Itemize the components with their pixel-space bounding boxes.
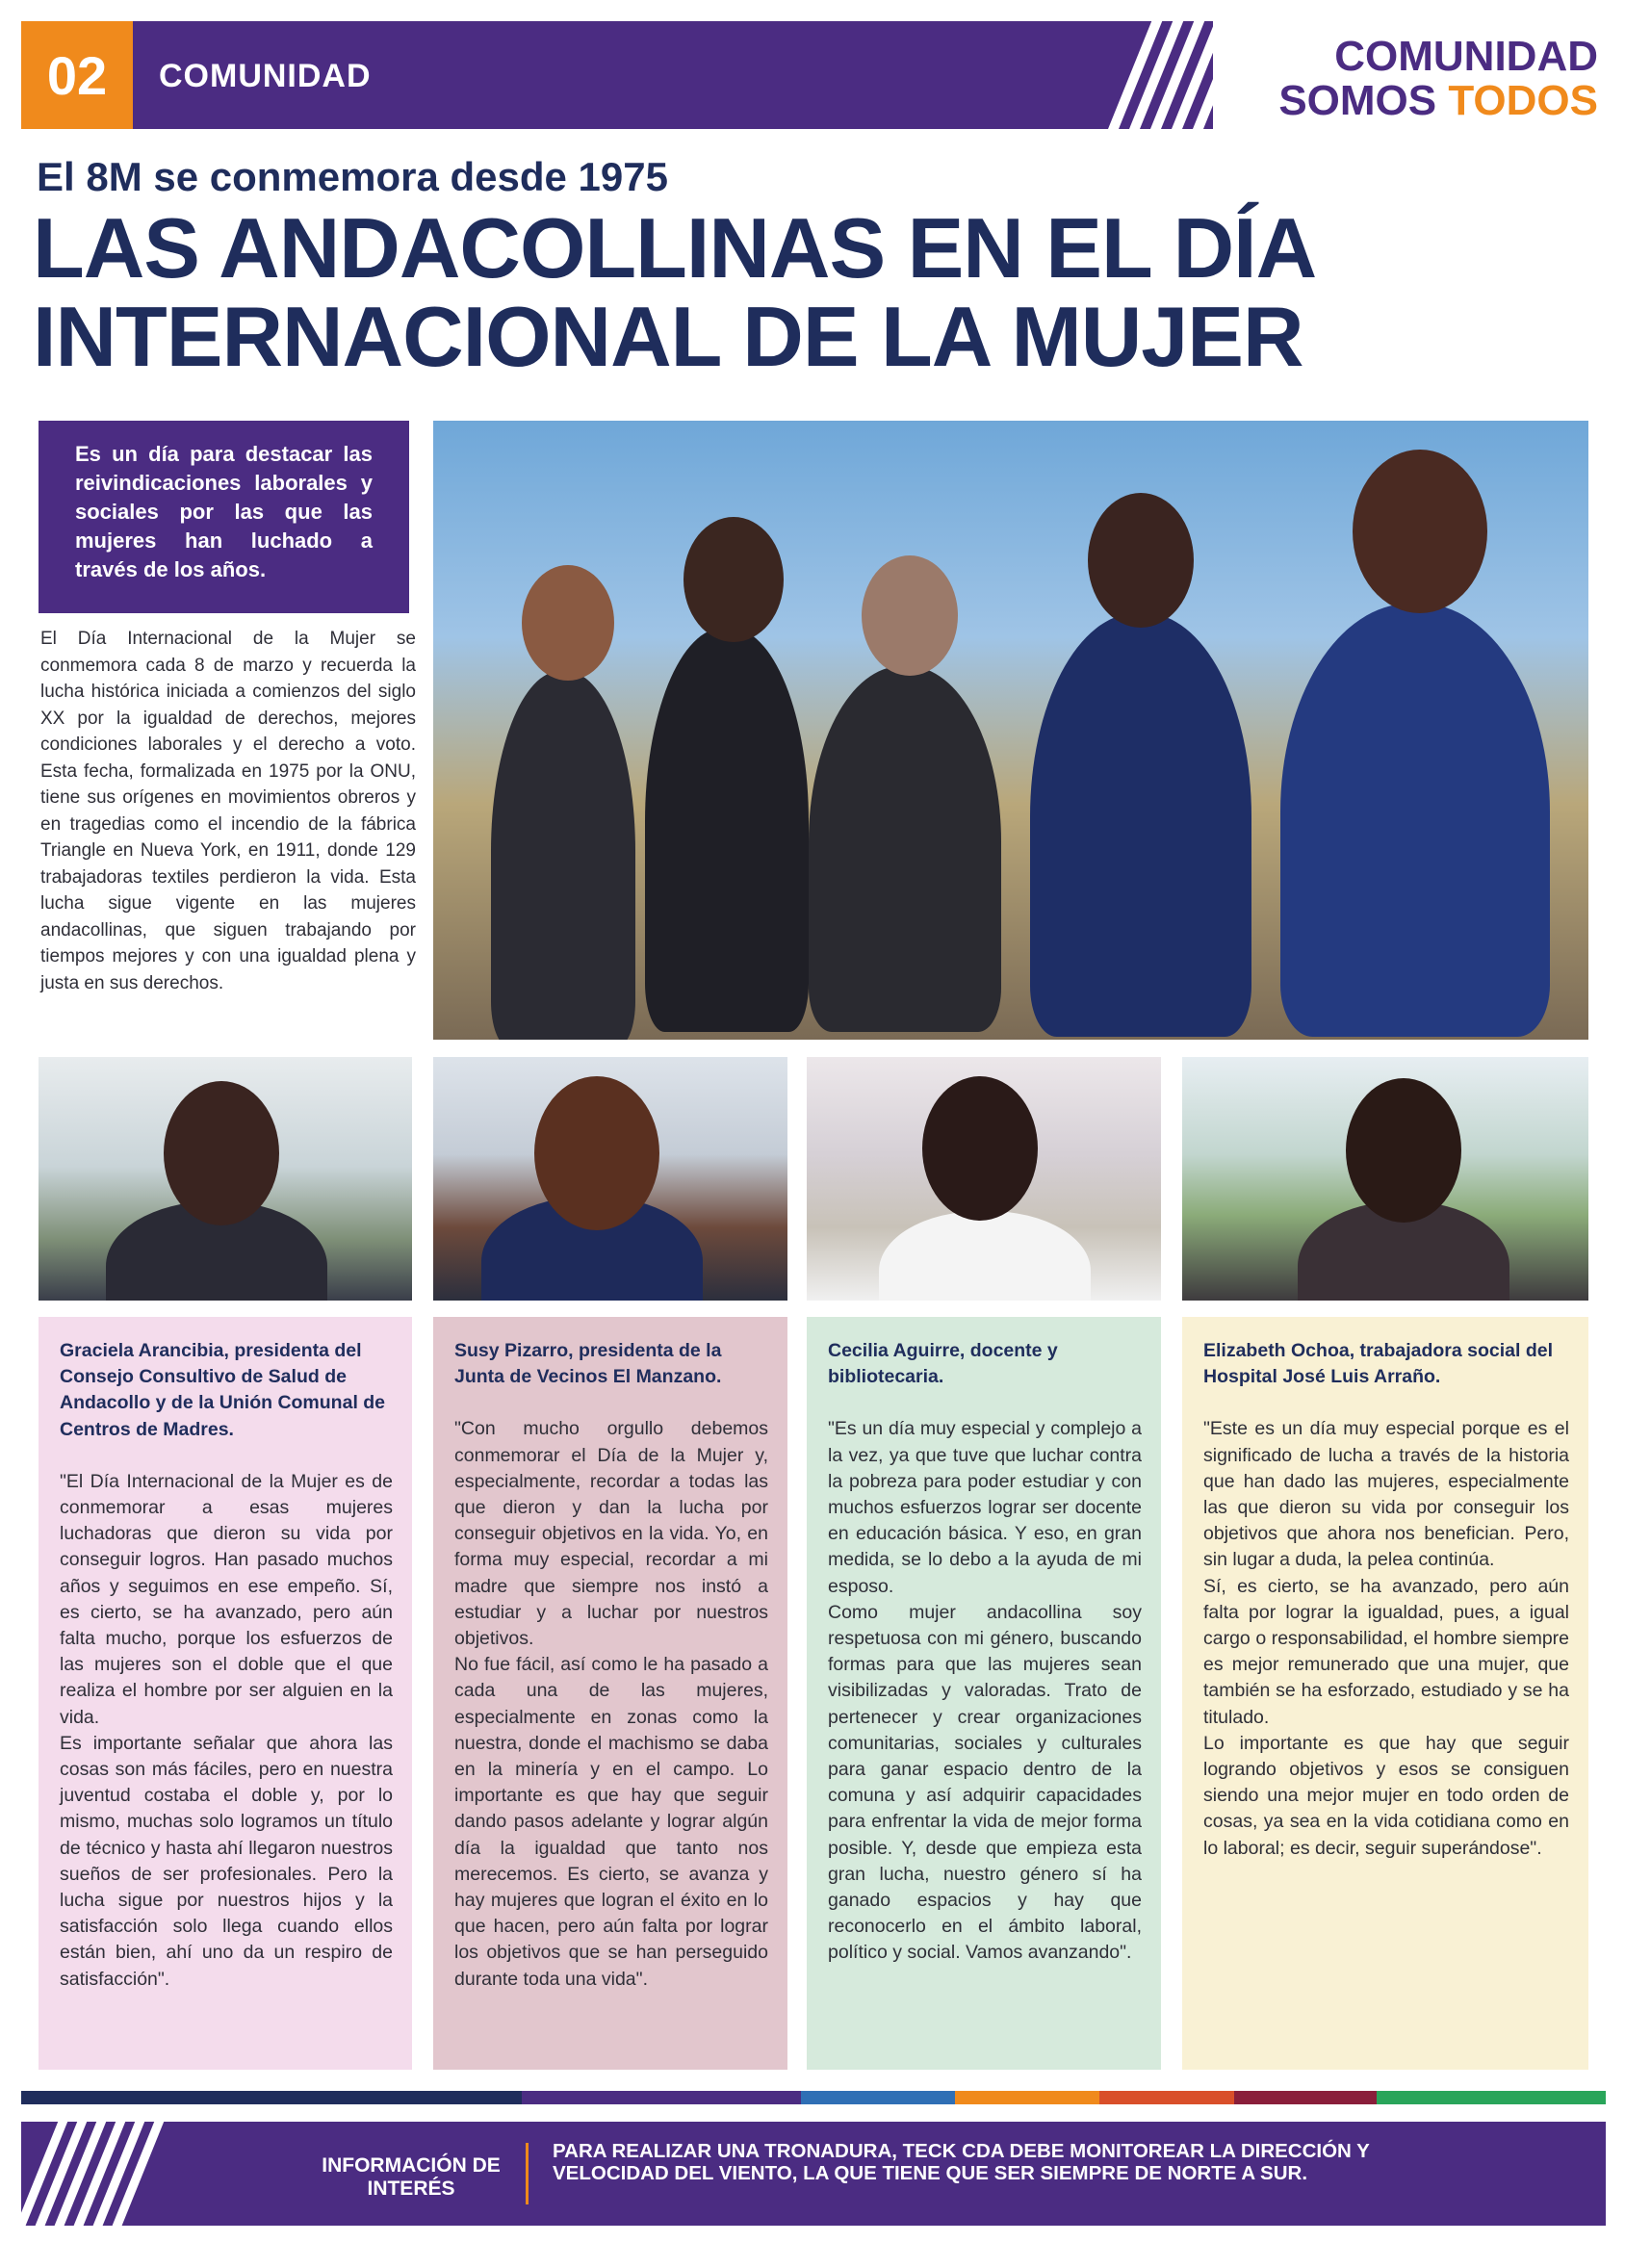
group-photo [433,421,1588,1040]
testimonial-quote: "Este es un día muy especial porque es el significado de lucha a través de la historia que han dado las mujeres, especialmente las que dieron su vida por conseguir los objetivos que ahora nos benefician. Pero, sin lugar a duda, la pelea continúa. Sí, es cierto, se ha avanzado, pero aún falta por lograr la igualdad, pues, a igual cargo o responsabilidad, el hombre siempre es mejor remunerado que una mujer, que también se ha esforzado, estudiado y se ha titulado. Lo importante es que hay que seguir logrando objetivos y esos se consiguen siendo una mejor mujer en todo orden de cosas, ya sea en la vida cotidiana como en lo laboral; es decir, seguir superándose". [1203,1418,1569,1859]
person-figure [491,671,635,1040]
testimonial-name: Graciela Arancibia, presidenta del Consejo Consultivo de Salud de Andacollo y de la Unión Comunal de Centros de Madres. [60,1340,386,1440]
person-head [522,565,614,681]
color-bar-segment [1377,2091,1606,2104]
person-head [862,555,958,676]
person-figure [879,1211,1091,1301]
color-bar-segment [21,2091,522,2104]
color-bar-segment [801,2091,955,2104]
portrait-photo-1 [39,1057,412,1301]
info-label: INFORMACIÓN DE INTERÉS [322,2154,501,2200]
person-figure [645,628,809,1032]
footer-divider [526,2143,529,2204]
testimonial-quote: "El Día Internacional de la Mujer es de conmemorar a esas mujeres luchadoras que dieron su vida por conseguir logros. Han pasado muchos años y seguimos en ese empeño. Sí, es cierto, se ha avanzado, pero aún falta mucho, porque los esfuerzos de las mujeres son el doble que el que realiza el hombre por ser alguien en la vida. Es importante señalar que ahora las cosas son más fáciles, pero en nuestra juventud costaba el doble y, por lo mismo, muchas solo logramos un título de técnico y hasta ahí llegaron nuestros sueños de ser profesionales. Pero la lucha sigue por nuestros hijos y la satisfacción solo llega cuando ellos están bien, ahí uno da un respiro de satisfacción". [60,1470,393,1990]
footer-band [21,2122,1606,2226]
testimonial-name: Elizabeth Ochoa, trabajadora social del Hospital José Luis Arraño. [1203,1340,1554,1388]
intro-paragraph: El Día Internacional de la Mujer se conmemora cada 8 de marzo y recuerda la lucha histórica iniciada a comienzos del siglo XX por la igualdad de derechos, mejores condiciones laborales y el derecho a voto. Esta fecha, formalizada en 1975 por la ONU, tiene sus orígenes en movimientos obreros y en tragedias como el incendio de la fábrica Triangle en Nueva York, en 1911, donde 129 trabajadoras textiles perdieron la vida. Esta lucha sigue vigente en las mujeres andacollinas, que siguen trabajando por tiempos mejores y con una igualdad plena y justa en sus derechos. [40,629,416,993]
brand-line-1: COMUNIDAD [1334,33,1598,80]
person-head [1346,1078,1461,1223]
person-figure [809,666,1001,1032]
portrait-photo-4 [1182,1057,1588,1301]
color-bar-segment [1234,2091,1377,2104]
person-head [684,517,784,642]
portrait-photo-3 [807,1057,1161,1301]
brand-line-2b: TODOS [1448,77,1598,124]
person-head [534,1076,659,1230]
info-text: PARA REALIZAR UNA TRONADURA, TECK CDA DEBE MONITOREAR LA DIRECCIÓN Y VELOCIDAD DEL VIENTO, LA QUE TIENE QUE SER SIEMPRE DE NORTE A SUR. [553,2140,1370,2184]
person-head [1353,450,1487,613]
brand-line-2a: SOMOS [1278,77,1449,124]
article-headline: LAS ANDACOLLINAS EN EL DÍA INTERNACIONAL DE LA MUJER [33,200,1313,384]
lead-box: Es un día para destacar las reivindicaciones laborales y sociales por las que las mujeres han luchado a través de los años. [39,421,409,613]
testimonial-card [39,1317,412,2070]
person-figure [1030,613,1251,1037]
person-head [922,1076,1038,1221]
person-head [1088,493,1194,628]
person-head [164,1081,279,1225]
brand-logo [1242,35,1598,123]
testimonial-card [807,1317,1161,2070]
section-label: COMUNIDAD [159,58,372,94]
color-bar-segment [1099,2091,1234,2104]
testimonial-quote: "Con mucho orgullo debemos conmemorar el Día de la Mujer y, especialmente, recordar a todas las que dieron y dan la lucha por conseguir objetivos en la vida. Yo, en forma muy especial, recordar a mi madre que siempre nos instó a estudiar y a luchar por nuestros objetivos. No fue fácil, así como le ha pasado a cada una de las mujeres, especialmente en zonas como la nuestra, donde el machismo se daba en la minería y en el campo. Lo importante es que hay que seguir dando pasos adelante y lograr algún día la igualdad que tanto nos merecemos. Es cierto, se avanza y hay mujeres que logran el éxito en lo que hacen, pero aún falta por lograr los objetivos que se han perseguido durante toda una vida". [454,1418,768,1990]
testimonial-quote: "Es un día muy especial y complejo a la vez, ya que tuve que luchar contra la pobreza para poder estudiar y con muchos esfuerzos lograr ser docente en educación básica. Y eso, en gran medida, se lo debo a la ayuda de mi esposo. Como mujer andacollina soy respetuosa con mi género, buscando formas para que las mujeres sean visibilizadas y valoradas. Trato de pertenecer y crear organizaciones comunitarias, sociales y culturales para ganar espacio dentro de la comuna y así adquirir capacidades para enfrentar la vida de mejor forma posible. Y, desde que empieza esta gran lucha, nuestro género sí ha ganado espacios y hay que reconocerlo en el ámbito laboral, político y social. Vamos avanzando". [828,1418,1142,1964]
page-number: 02 [21,21,133,129]
portrait-photo-2 [433,1057,787,1301]
color-bar-segment [522,2091,801,2104]
color-bar-segment [955,2091,1099,2104]
testimonial-name: Susy Pizarro, presidenta de la Junta de Vecinos El Manzano. [454,1340,722,1388]
article-kicker: El 8M se conmemora desde 1975 [37,154,668,199]
testimonial-card [433,1317,787,2070]
person-figure [1280,604,1550,1037]
testimonial-name: Cecilia Aguirre, docente y bibliotecaria. [828,1340,1058,1388]
testimonial-card [1182,1317,1588,2070]
